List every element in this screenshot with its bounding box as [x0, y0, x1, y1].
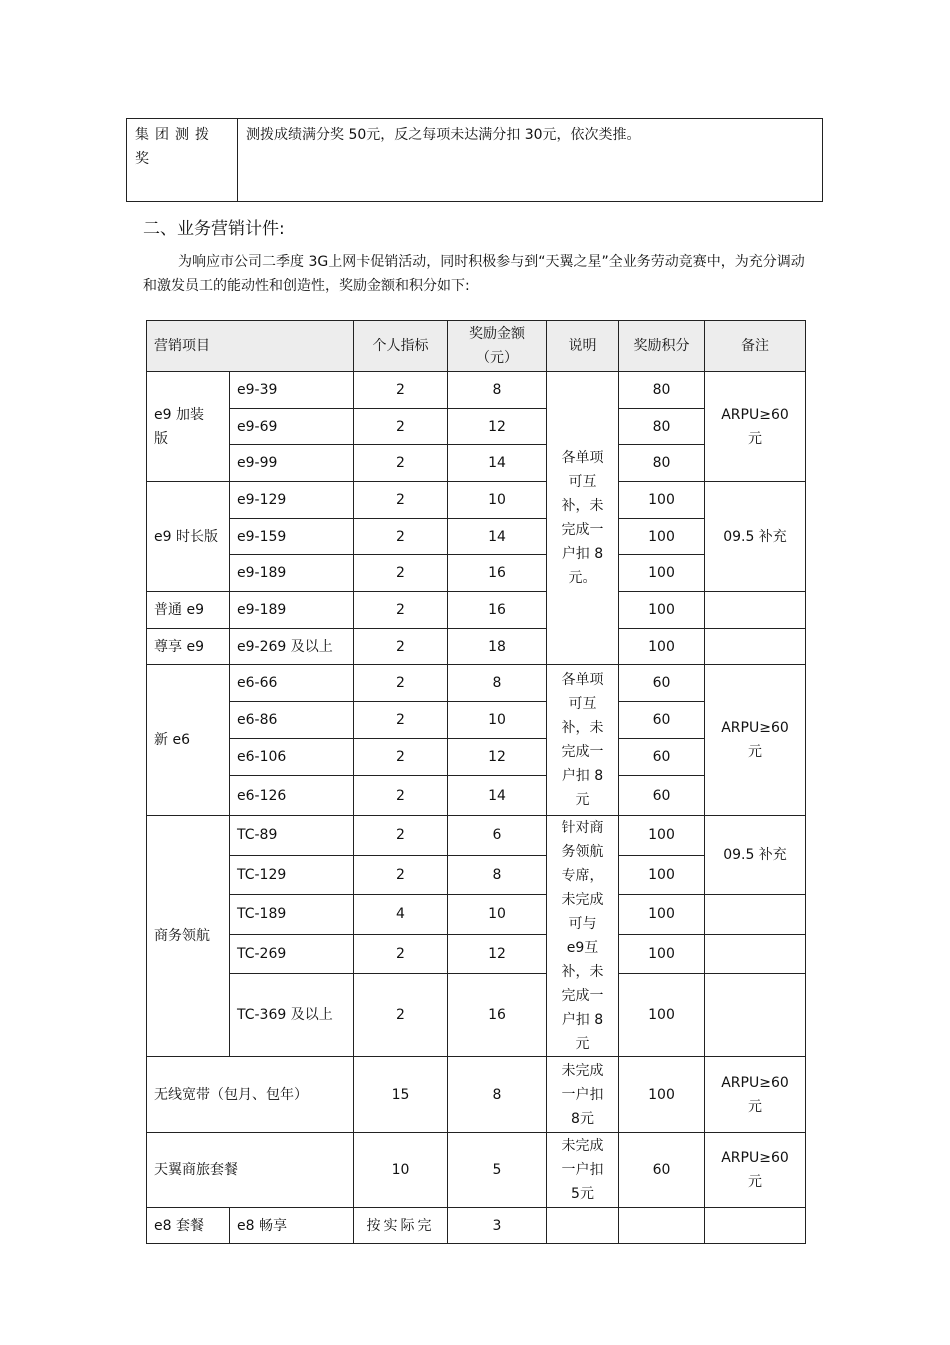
item-points: 80 [619, 445, 705, 482]
note-supplement-e9: 09.5 补充 [705, 482, 806, 592]
note-arpu-e9 [705, 372, 806, 482]
item-name: e9-159 [230, 519, 354, 555]
desc-e9 [547, 372, 619, 665]
item-points: 100 [619, 519, 705, 555]
item-target: 按实际完 [354, 1208, 448, 1244]
group-e6-new: 新 e6 [147, 665, 230, 816]
desc-business [547, 816, 619, 1057]
desc-e6 [547, 665, 619, 816]
item-note [705, 592, 806, 629]
item-target: 2 [354, 409, 448, 445]
header-row [147, 321, 806, 372]
group-travel: 天翼商旅套餐 [147, 1133, 354, 1208]
item-target: 2 [354, 592, 448, 629]
header-target: 个人指标 [354, 321, 448, 372]
item-name: e6-66 [230, 665, 354, 702]
item-points: 100 [619, 482, 705, 519]
item-points: 100 [619, 855, 705, 894]
item-name: e6-106 [230, 739, 354, 776]
group-e8: e8 套餐 [147, 1208, 230, 1244]
table-row [147, 372, 806, 409]
section-heading: 二、业务营销计件: [143, 219, 285, 239]
item-name: e9-69 [230, 409, 354, 445]
table-row [147, 1057, 806, 1133]
item-points: 100 [619, 894, 705, 934]
item-reward: 14 [448, 445, 547, 482]
item-reward: 5 [448, 1133, 547, 1208]
item-points: 100 [619, 1057, 705, 1133]
item-target: 2 [354, 372, 448, 409]
item-reward: 3 [448, 1208, 547, 1244]
award-label: 集团测拨奖 [127, 119, 238, 202]
item-name: e9-99 [230, 445, 354, 482]
item-name: TC-189 [230, 894, 354, 934]
item-reward: 8 [448, 372, 547, 409]
desc-business-text: 针对商务领航专席，未完成可与 e9互补，未完成一户扣 8元 [561, 820, 604, 1052]
desc-wireless [547, 1057, 619, 1133]
desc-wireless-text: 未完成一户扣 8元 [561, 1062, 604, 1127]
item-reward: 16 [448, 592, 547, 629]
item-name: e9-189 [230, 592, 354, 629]
item-name: e6-126 [230, 776, 354, 816]
group-e9-time: e9 时长版 [147, 482, 230, 592]
item-points: 100 [619, 555, 705, 592]
award-text: 测拨成绩满分奖 50元，反之每项未达满分扣 30元，依次类推。 [238, 119, 823, 202]
table-row [147, 592, 806, 629]
note-arpu-wireless [705, 1057, 806, 1133]
item-points: 60 [619, 776, 705, 816]
table-row [127, 119, 823, 202]
item-reward: 12 [448, 934, 547, 973]
item-points: 100 [619, 934, 705, 973]
group-business: 商务领航 [147, 816, 230, 1057]
header-desc: 说明 [547, 321, 619, 372]
group-e9-addon-text: e9 加装版 [154, 406, 204, 447]
item-points: 60 [619, 702, 705, 739]
item-name: e8 畅享 [230, 1208, 354, 1244]
table-row [147, 894, 806, 934]
item-reward: 8 [448, 665, 547, 702]
group-test-award-table [126, 118, 823, 202]
item-name: e9-269 及以上 [230, 629, 354, 665]
item-target: 2 [354, 702, 448, 739]
item-target: 2 [354, 816, 448, 856]
item-reward: 14 [448, 519, 547, 555]
item-reward: 8 [448, 1057, 547, 1133]
item-target: 2 [354, 973, 448, 1056]
header-reward [448, 321, 547, 372]
item-target: 2 [354, 934, 448, 973]
group-wireless: 无线宽带（包月、包年） [147, 1057, 354, 1133]
item-name: TC-89 [230, 816, 354, 856]
item-reward: 10 [448, 894, 547, 934]
item-target: 2 [354, 555, 448, 592]
desc-e6-text: 各单项可互补，未完成一户扣 8元 [561, 672, 604, 808]
item-reward: 14 [448, 776, 547, 816]
item-reward: 18 [448, 629, 547, 665]
item-note [705, 934, 806, 973]
item-points: 60 [619, 739, 705, 776]
note-arpu-wireless-text: ARPU≥60元 [721, 1074, 789, 1115]
table-row [147, 934, 806, 973]
item-target: 10 [354, 1133, 448, 1208]
item-points: 80 [619, 409, 705, 445]
note-arpu-travel-text: ARPU≥60元 [721, 1150, 789, 1190]
item-desc [547, 1208, 619, 1244]
item-note [705, 973, 806, 1056]
table-row [147, 482, 806, 519]
note-arpu-e6 [705, 665, 806, 816]
note-arpu-e9-text: ARPU≥60元 [721, 406, 789, 447]
table-row [147, 973, 806, 1056]
item-points: 100 [619, 816, 705, 856]
item-reward: 16 [448, 555, 547, 592]
header-item: 营销项目 [147, 321, 354, 372]
item-points: 60 [619, 665, 705, 702]
group-e9-addon [147, 372, 230, 482]
item-reward: 12 [448, 739, 547, 776]
item-points: 100 [619, 973, 705, 1056]
intro-paragraph: 为响应市公司二季度 3G上网卡促销活动，同时积极参与到“天翼之星”全业务劳动竞赛中，为充分调动和激发员工的能动性和创造性，奖励金额和积分如下: [143, 254, 805, 294]
table-row [147, 816, 806, 856]
item-name: TC-369 及以上 [230, 973, 354, 1056]
item-target: 2 [354, 776, 448, 816]
item-target: 2 [354, 629, 448, 665]
header-note: 备注 [705, 321, 806, 372]
item-target: 2 [354, 739, 448, 776]
item-points: 100 [619, 629, 705, 665]
note-arpu-travel [705, 1133, 806, 1208]
header-points: 奖励积分 [619, 321, 705, 372]
item-target: 2 [354, 665, 448, 702]
desc-travel [547, 1133, 619, 1208]
table-row [147, 665, 806, 702]
note-arpu-e6-text: ARPU≥60元 [721, 720, 789, 760]
item-target: 2 [354, 482, 448, 519]
item-target: 2 [354, 445, 448, 482]
desc-travel-text: 未完成一户扣 5元 [561, 1138, 604, 1202]
desc-e9-text: 各单项可互补，未完成一户扣 8元。 [561, 450, 604, 586]
note-supplement-business: 09.5 补充 [705, 816, 806, 895]
group-e9-vip: 尊享 e9 [147, 629, 230, 665]
item-note [705, 894, 806, 934]
item-points: 80 [619, 372, 705, 409]
item-reward: 8 [448, 855, 547, 894]
item-name: TC-269 [230, 934, 354, 973]
item-reward: 10 [448, 482, 547, 519]
item-reward: 12 [448, 409, 547, 445]
item-name: e6-86 [230, 702, 354, 739]
item-target: 4 [354, 894, 448, 934]
item-name: e9-129 [230, 482, 354, 519]
item-target: 15 [354, 1057, 448, 1133]
group-e9-normal: 普通 e9 [147, 592, 230, 629]
item-name: TC-129 [230, 855, 354, 894]
item-reward: 6 [448, 816, 547, 856]
item-note [705, 629, 806, 665]
item-target: 2 [354, 855, 448, 894]
table-row [147, 1208, 806, 1244]
item-points [619, 1208, 705, 1244]
item-points: 100 [619, 592, 705, 629]
table-row [147, 1133, 806, 1208]
item-reward: 16 [448, 973, 547, 1056]
item-points: 60 [619, 1133, 705, 1208]
item-reward: 10 [448, 702, 547, 739]
sales-reward-table [146, 320, 806, 1244]
table-row [147, 629, 806, 665]
item-name: e9-189 [230, 555, 354, 592]
item-note [705, 1208, 806, 1244]
item-name: e9-39 [230, 372, 354, 409]
header-reward-text: 奖励金额（元） [469, 326, 525, 366]
item-target: 2 [354, 519, 448, 555]
